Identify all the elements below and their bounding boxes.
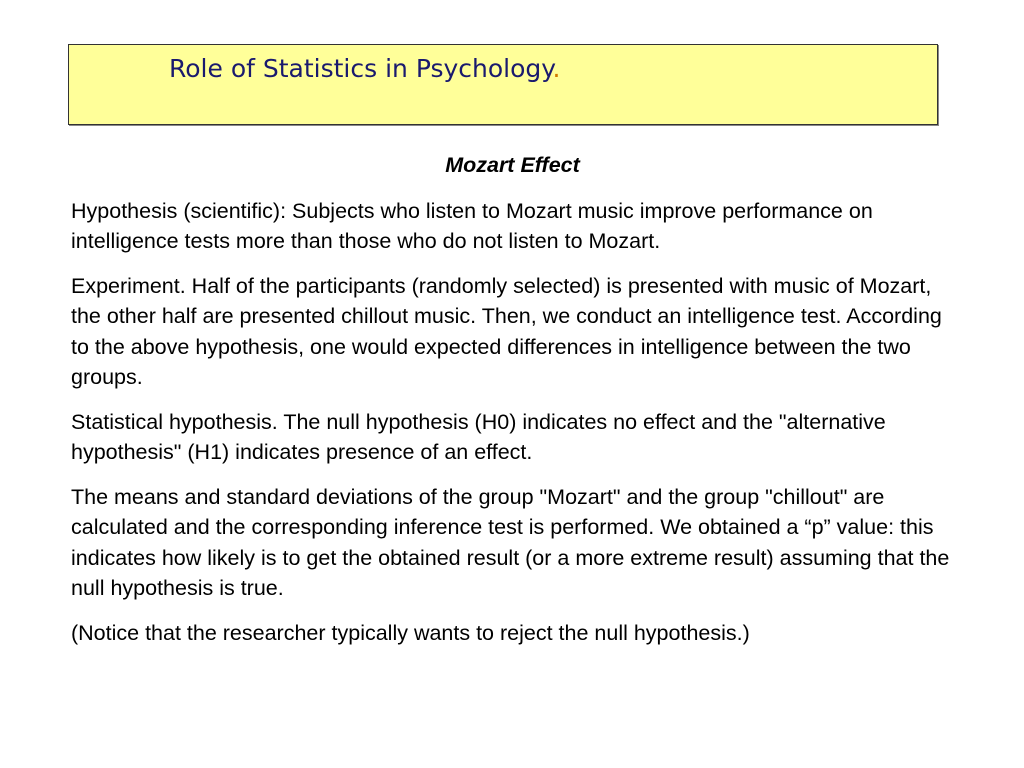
slide-title-punct: .	[552, 54, 561, 83]
statistical-hypothesis-paragraph: Statistical hypothesis. The null hypothesis (H0) indicates no effect and the "alternative hypothesis" (H1) indicates presence of an effect.	[71, 409, 886, 464]
hypothesis-paragraph: Hypothesis (scientific): Subjects who listen to Mozart music improve performance on intelligence tests more than those who do not listen to Mozart.	[71, 198, 873, 253]
slide-title	[169, 51, 560, 87]
slide-body	[71, 150, 951, 662]
p-value-paragraph: The means and standard deviations of the group "Mozart" and the group "chillout" are calculated and the corresponding inference test is performed. We obtained a “p” value: this indicates how likely is to get the obtained result (or a more extreme result) assuming that the null hypothesis is true.	[71, 484, 950, 600]
section-subheading: Mozart Effect	[445, 153, 580, 177]
notice-paragraph: (Notice that the researcher typically wants to reject the null hypothesis.)	[71, 620, 750, 645]
slide-title-box	[68, 44, 938, 125]
slide-title-text: Role of Statistics in Psychology	[169, 54, 553, 83]
experiment-paragraph: Experiment. Half of the participants (randomly selected) is presented with music of Mozart, the other half are presented chillout music. Then, we conduct an intelligence test. According to the above hypothesis, one would expected differences in intelligence between the two groups.	[71, 273, 942, 389]
